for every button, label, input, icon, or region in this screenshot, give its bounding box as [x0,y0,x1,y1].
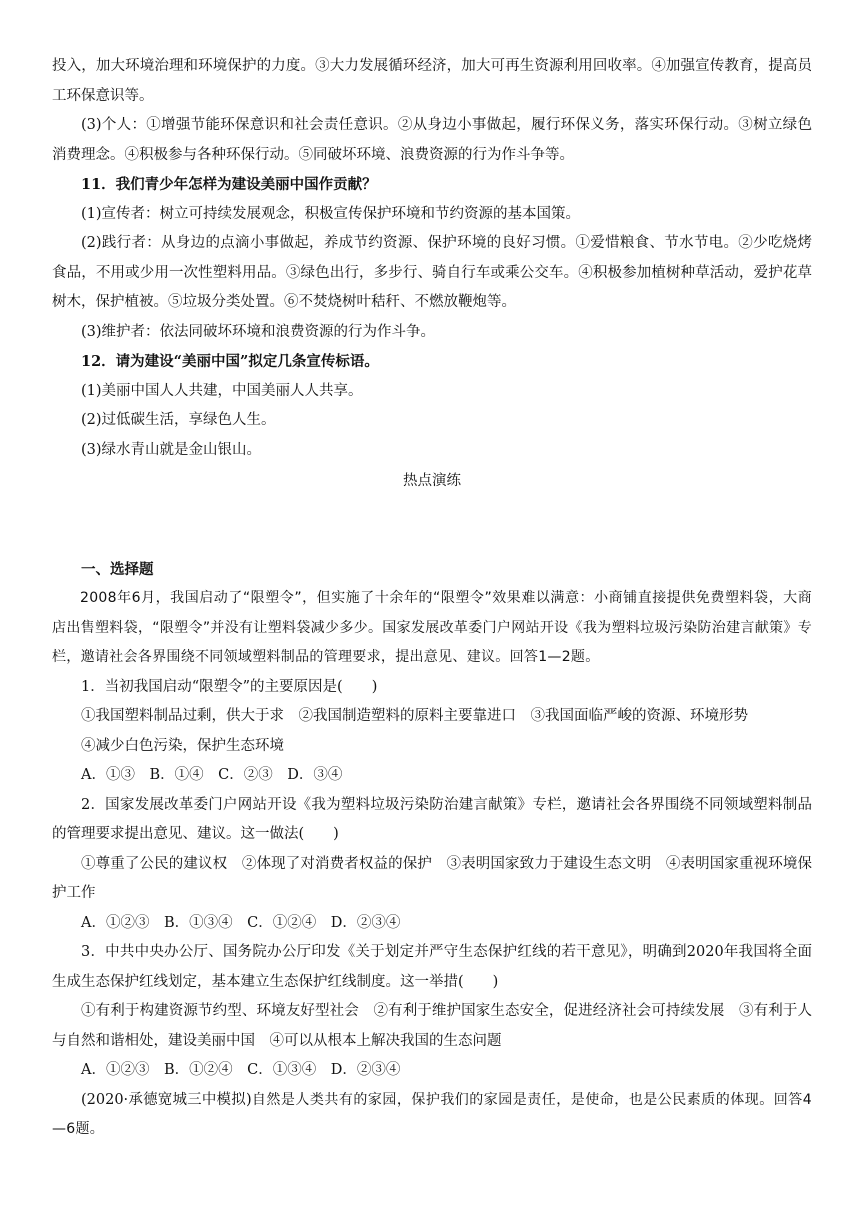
material-2-source: (2020·承德宽城三中模拟) [81,1091,252,1108]
answer-line-continued: 投入，加大环境治理和环境保护的力度。③大力发展循环经济，加大可再生资源利用回收率。④加强宣传教育，提高员工环保意识等。 [52,58,812,104]
question-2-stem: 2．国家发展改革委门户网站开设《我为塑料垃圾污染防治建言献策》专栏，邀请社会各界围绕不同领域塑料制品的管理要求提出意见、建议。这一做法( ) [52,796,812,842]
question-3-choices: A．①②③ B．①②④ C．①③④ D．②③④ [81,1062,401,1078]
material-1: 2008年6月，我国启动了“限塑令”，但实施了十余年的“限塑令”效果难以满意：小商铺直接提供免费塑料袋，大商店出售塑料袋，“限塑令”并没有让塑料袋减少多少。国家发展改革委门户网站开设《我为塑料垃圾污染防治建言献策》专栏，邀请社会各界围绕不同领域塑料制品的管理要求，提出意见、建议。回答1—2题。 [52,590,812,665]
question-1-items: ①我国塑料制品过剩，供大于求 ②我国制造塑料的原料主要靠进口 ③我国面临严峻的资源、环境形势 [81,708,748,724]
spacer [52,497,812,555]
question-2-choices: A．①②③ B．①③④ C．①②④ D．②③④ [81,914,401,931]
material-2-text: 自然是人类共有的家园，保护我们的家园是责任，是使命，也是公民素质的体现。回答4—6题。 [52,1091,812,1137]
answer-11-1: (1)宣传者：树立可持续发展观念，积极宣传保护环境和节约资源的基本国策。 [81,205,581,222]
answer-11-3: (3)维护者：依法同破坏环境和浪费资源的行为作斗争。 [81,323,436,340]
question-12: 12．请为建设“美丽中国”拟定几条宣传标语。 [81,353,379,370]
question-1-items-extra: ④减少白色污染，保护生态环境 [81,737,284,754]
question-11: 11．我们青少年怎样为建设美丽中国作贡献？ [81,176,377,193]
part-one-heading: 一、选择题 [81,560,154,578]
material-2 [52,1086,812,1145]
question-2-items: ①尊重了公民的建议权 ②体现了对消费者权益的保护 ③表明国家致力于建设生态文明 ④表明国家重视环境保护工作 [52,855,812,901]
question-3-stem: 3．中共中央办公厅、国务院办公厅印发《关于划定并严守生态保护红线的若干意见》，明确到2020年我国将全面生成生态保护红线划定，基本建立生态保护红线制度。这一举措( ) [52,944,812,990]
section-title: 热点演练 [403,473,461,489]
answer-individual: (3)个人：①增强节能环保意识和社会责任意识。②从身边小事做起，履行环保义务，落实环保行动。③树立绿色消费理念。④积极参与各种环保行动。⑤同破坏环境、浪费资源的行为作斗争等。 [52,117,812,163]
question-3-items: ①有利于构建资源节约型、环境友好型社会 ②有利于维护国家生态安全，促进经济社会可持续发展 ③有利于人与自然和谐相处，建设美丽中国 ④可以从根本上解决我国的生态问题 [52,1003,812,1049]
answer-12-3: (3)绿水青山就是金山银山。 [81,441,262,458]
document-page [52,52,812,1145]
answer-12-2: (2)过低碳生活，享绿色人生。 [81,412,276,428]
answer-12-1: (1)美丽中国人人共建，中国美丽人人共享。 [81,382,363,399]
question-1-stem: 1．当初我国启动“限塑令”的主要原因是( ) [81,678,378,695]
question-1-choices: A．①③ B．①④ C．②③ D．③④ [81,767,343,783]
answer-11-2: (2)践行者：从身边的点滴小事做起，养成节约资源、保护环境的良好习惯。①爱惜粮食、节水节电。②少吃烧烤食品，不用或少用一次性塑料用品。③绿色出行，多步行、骑自行车或乘公交车。④积极参加植树种草活动，爱护花草树木，保护植被。⑤垃圾分类处置。⑥不焚烧树叶秸秆、不燃放鞭炮等。 [52,235,812,310]
